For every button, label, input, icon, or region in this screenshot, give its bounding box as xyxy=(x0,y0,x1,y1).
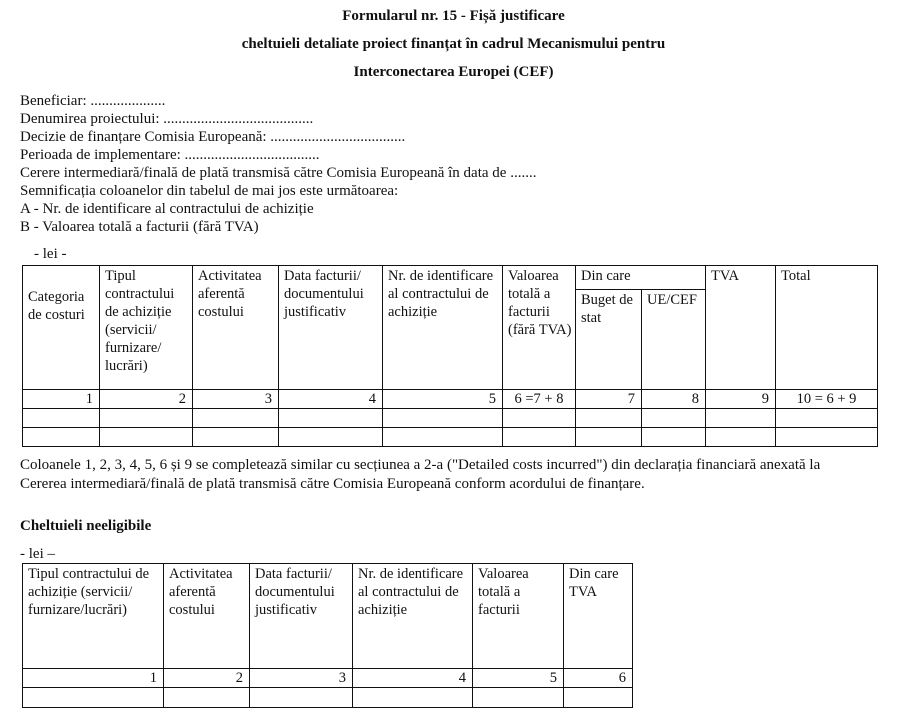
header-activitatea-2: Activitatea aferentă costului xyxy=(164,564,250,669)
section-title-neeligibile: Cheltuieli neeligibile xyxy=(20,518,152,534)
field-decizie: Decizie de finanțare Comisia Europeană: .................................... xyxy=(20,129,406,145)
header-buget: Buget de stat xyxy=(576,290,642,390)
column-number: 2 xyxy=(100,390,193,409)
header-data: Data facturii/ documentului justificativ xyxy=(279,266,383,390)
note-line-1: Coloanele 1, 2, 3, 4, 5, 6 și 9 se completează similar cu secțiunea a 2-a ("Detailed costs incurred") din declarația financiară anexată la xyxy=(20,457,821,473)
ineligible-costs-table xyxy=(22,563,633,708)
currency-unit-2: - lei – xyxy=(20,546,55,562)
column-number: 5 xyxy=(473,669,564,688)
column-number: 8 xyxy=(642,390,706,409)
header-din-care-tva: Din care TVA xyxy=(564,564,633,669)
form-subtitle: cheltuieli detaliate proiect finanțat în cadrul Mecanismului pentru xyxy=(241,36,666,52)
field-denumire: Denumirea proiectului: ........................................ xyxy=(20,111,314,127)
column-number: 2 xyxy=(164,669,250,688)
header-tva: TVA xyxy=(706,266,776,390)
table-row xyxy=(23,409,878,428)
column-number: 9 xyxy=(706,390,776,409)
header-tipul-2: Tipul contractului de achiziție (servicii/ furnizare/lucrări) xyxy=(23,564,164,669)
column-number: 1 xyxy=(23,669,164,688)
eligible-costs-table xyxy=(22,265,878,447)
column-number: 1 xyxy=(23,390,100,409)
field-beneficiar: Beneficiar: .................... xyxy=(20,93,166,109)
column-number: 4 xyxy=(353,669,473,688)
column-number: 6 xyxy=(564,669,633,688)
column-b-description: B - Valoarea totală a facturii (fără TVA) xyxy=(20,219,259,235)
form-subtitle-2: Interconectarea Europei (CEF) xyxy=(353,64,554,80)
column-number: 10 = 6 + 9 xyxy=(776,390,878,409)
columns-meaning: Semnificația coloanelor din tabelul de mai jos este următoarea: xyxy=(20,183,399,199)
column-number: 5 xyxy=(383,390,503,409)
column-number: 3 xyxy=(250,669,353,688)
header-ue-cef: UE/CEF xyxy=(642,290,706,390)
form-title: Formularul nr. 15 - Fișă justificare xyxy=(342,8,565,24)
column-number: 3 xyxy=(193,390,279,409)
column-number: 6 =7 + 8 xyxy=(503,390,576,409)
header-nr-identificare: Nr. de identificare al contractului de achiziție xyxy=(383,266,503,390)
column-number: 4 xyxy=(279,390,383,409)
header-activitatea: Activitatea aferentă costului xyxy=(193,266,279,390)
header-din-care: Din care xyxy=(576,266,706,290)
header-valoarea-2: Valoarea totală a facturii xyxy=(473,564,564,669)
note-line-2: Cererea intermediară/finală de plată transmisă către Comisia Europeană conform acordului de finanțare. xyxy=(20,476,645,492)
column-a-description: A - Nr. de identificare al contractului de achiziție xyxy=(20,201,314,217)
column-number: 7 xyxy=(576,390,642,409)
currency-unit: - lei - xyxy=(34,246,67,262)
field-cerere: Cerere intermediară/finală de plată transmisă către Comisia Europeană în data de ....... xyxy=(20,165,537,181)
header-valoarea: Valoarea totală a facturii (fără TVA) xyxy=(503,266,576,390)
field-perioada: Perioada de implementare: .................................... xyxy=(20,147,320,163)
header-categoria: Categoria de costuri xyxy=(23,266,100,390)
table-row xyxy=(23,428,878,447)
header-data-2: Data facturii/ documentului justificativ xyxy=(250,564,353,669)
header-tipul: Tipul contractului de achiziție (servicii/ furnizare/ lucrări) xyxy=(100,266,193,390)
table-row xyxy=(23,688,633,708)
header-total: Total xyxy=(776,266,878,390)
header-nr-identificare-2: Nr. de identificare al contractului de achiziție xyxy=(353,564,473,669)
